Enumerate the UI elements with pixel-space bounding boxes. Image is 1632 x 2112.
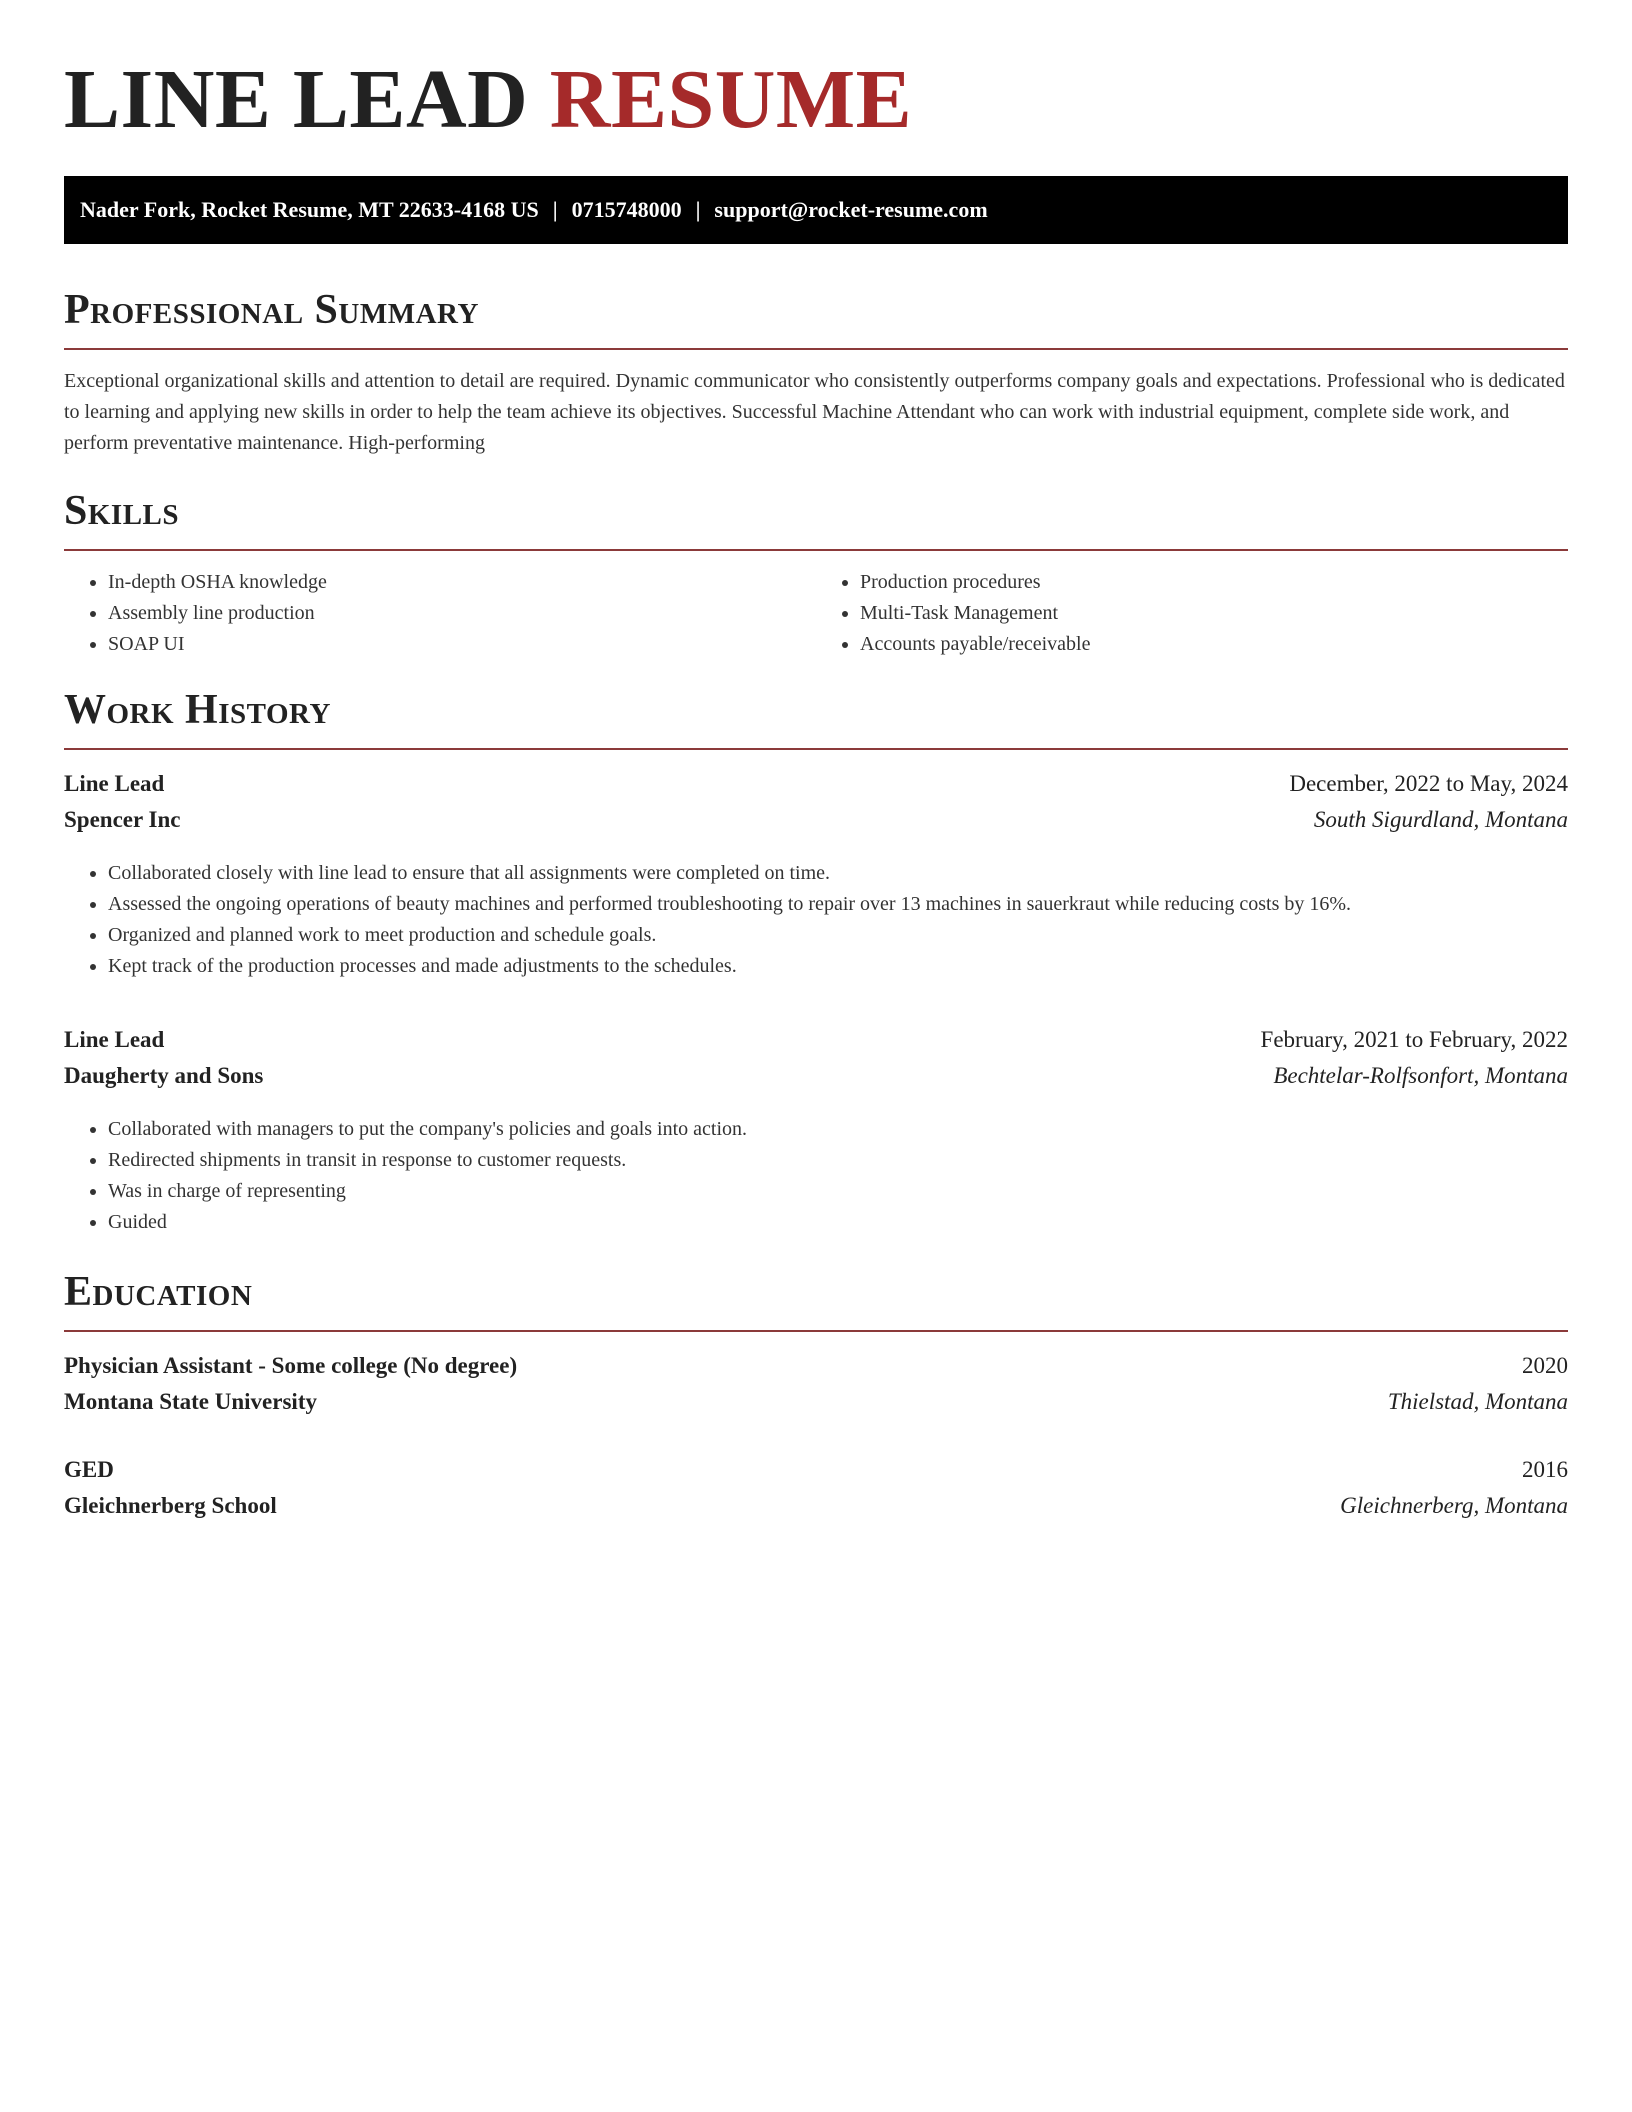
- job-bullet: • Assessed the ongoing operations of beauty machines and performed troubleshooting to repair over 13 machines in sauerkraut while reducing costs by 16%.: [108, 889, 1568, 920]
- education-degree: GED: [64, 1457, 114, 1482]
- summary-heading: Professional Summary: [64, 287, 479, 333]
- education-school-row: [64, 1384, 1568, 1420]
- section-divider: [64, 748, 1568, 750]
- resume-page: [64, 0, 1568, 1524]
- job-bullet: • Guided: [108, 1207, 1568, 1238]
- job-dates: December, 2022 to May, 2024: [1289, 771, 1568, 796]
- work-history-heading: Work History: [64, 687, 331, 733]
- summary-text: Exceptional organizational skills and attention to detail are required. Dynamic communicator who consistently outperforms company goals and expectations. Professional who is dedicated to learning and applying new skills in order to help the team achieve its objectives. Successful Machine Attendant who can work with industrial equipment, complete side work, and perform preventative maintenance. High-performing: [64, 370, 1565, 454]
- job-company: Daugherty and Sons: [64, 1063, 264, 1088]
- job-bullets: [64, 1114, 1568, 1238]
- job-company-row: [64, 1058, 1568, 1094]
- resume-title: [64, 0, 1568, 146]
- education-school-row: [64, 1488, 1568, 1524]
- section-divider: [64, 348, 1568, 350]
- education-entry: [64, 1348, 1568, 1420]
- contact-phone: 0715748000: [571, 197, 682, 222]
- skills-grid: [64, 567, 1568, 660]
- education-entry: [64, 1452, 1568, 1524]
- job-dates: February, 2021 to February, 2022: [1260, 1027, 1568, 1052]
- skill-item: • SOAP UI: [108, 629, 816, 660]
- education-location: Thielstad, Montana: [1387, 1389, 1568, 1414]
- education-year: 2016: [1522, 1457, 1568, 1482]
- education-school: Gleichnerberg School: [64, 1493, 277, 1518]
- job-bullet: • Organized and planned work to meet production and schedule goals.: [108, 920, 1568, 951]
- section-divider: [64, 549, 1568, 551]
- skills-column-right: [816, 567, 1568, 660]
- resume-title-accent: RESUME: [549, 53, 913, 146]
- skills-column-left: [64, 567, 816, 660]
- education-heading: Education: [64, 1269, 253, 1315]
- education-degree: Physician Assistant - Some college (No degree): [64, 1353, 518, 1378]
- job-title: Line Lead: [64, 771, 165, 796]
- job-bullet: • Collaborated with managers to put the company's policies and goals into action.: [108, 1114, 1568, 1145]
- job-bullet: • Collaborated closely with line lead to ensure that all assignments were completed on time.: [108, 858, 1568, 889]
- job-title: Line Lead: [64, 1027, 165, 1052]
- section-divider: [64, 1330, 1568, 1332]
- job-bullet: • Was in charge of representing: [108, 1176, 1568, 1207]
- job-entry: [64, 1022, 1568, 1238]
- skill-item: • Multi-Task Management: [860, 598, 1568, 629]
- skill-item: • Production procedures: [860, 567, 1568, 598]
- job-header-row: [64, 1022, 1568, 1058]
- job-header-row: [64, 766, 1568, 802]
- skill-item: • Assembly line production: [108, 598, 816, 629]
- skills-heading: Skills: [64, 488, 180, 534]
- education-location: Gleichnerberg, Montana: [1340, 1493, 1568, 1518]
- contact-separator: |: [695, 197, 701, 222]
- education-header-row: [64, 1452, 1568, 1488]
- skill-item: • Accounts payable/receivable: [860, 629, 1568, 660]
- job-bullet: • Redirected shipments in transit in response to customer requests.: [108, 1145, 1568, 1176]
- job-location: South Sigurdland, Montana: [1313, 807, 1568, 832]
- education-year: 2020: [1522, 1353, 1568, 1378]
- job-location: Bechtelar-Rolfsonfort, Montana: [1273, 1063, 1568, 1088]
- skill-item: • In-depth OSHA knowledge: [108, 567, 816, 598]
- resume-title-role: LINE LEAD: [64, 53, 529, 146]
- contact-email: support@rocket-resume.com: [714, 197, 988, 222]
- job-bullets: [64, 858, 1568, 982]
- contact-separator: |: [552, 197, 558, 222]
- job-entry: [64, 766, 1568, 982]
- job-company-row: [64, 802, 1568, 838]
- contact-address: Nader Fork, Rocket Resume, MT 22633-4168 US: [80, 197, 539, 222]
- education-header-row: [64, 1348, 1568, 1384]
- job-bullet: • Kept track of the production processes and made adjustments to the schedules.: [108, 951, 1568, 982]
- contact-bar: [64, 176, 1568, 244]
- education-school: Montana State University: [64, 1389, 317, 1414]
- job-company: Spencer Inc: [64, 807, 181, 832]
